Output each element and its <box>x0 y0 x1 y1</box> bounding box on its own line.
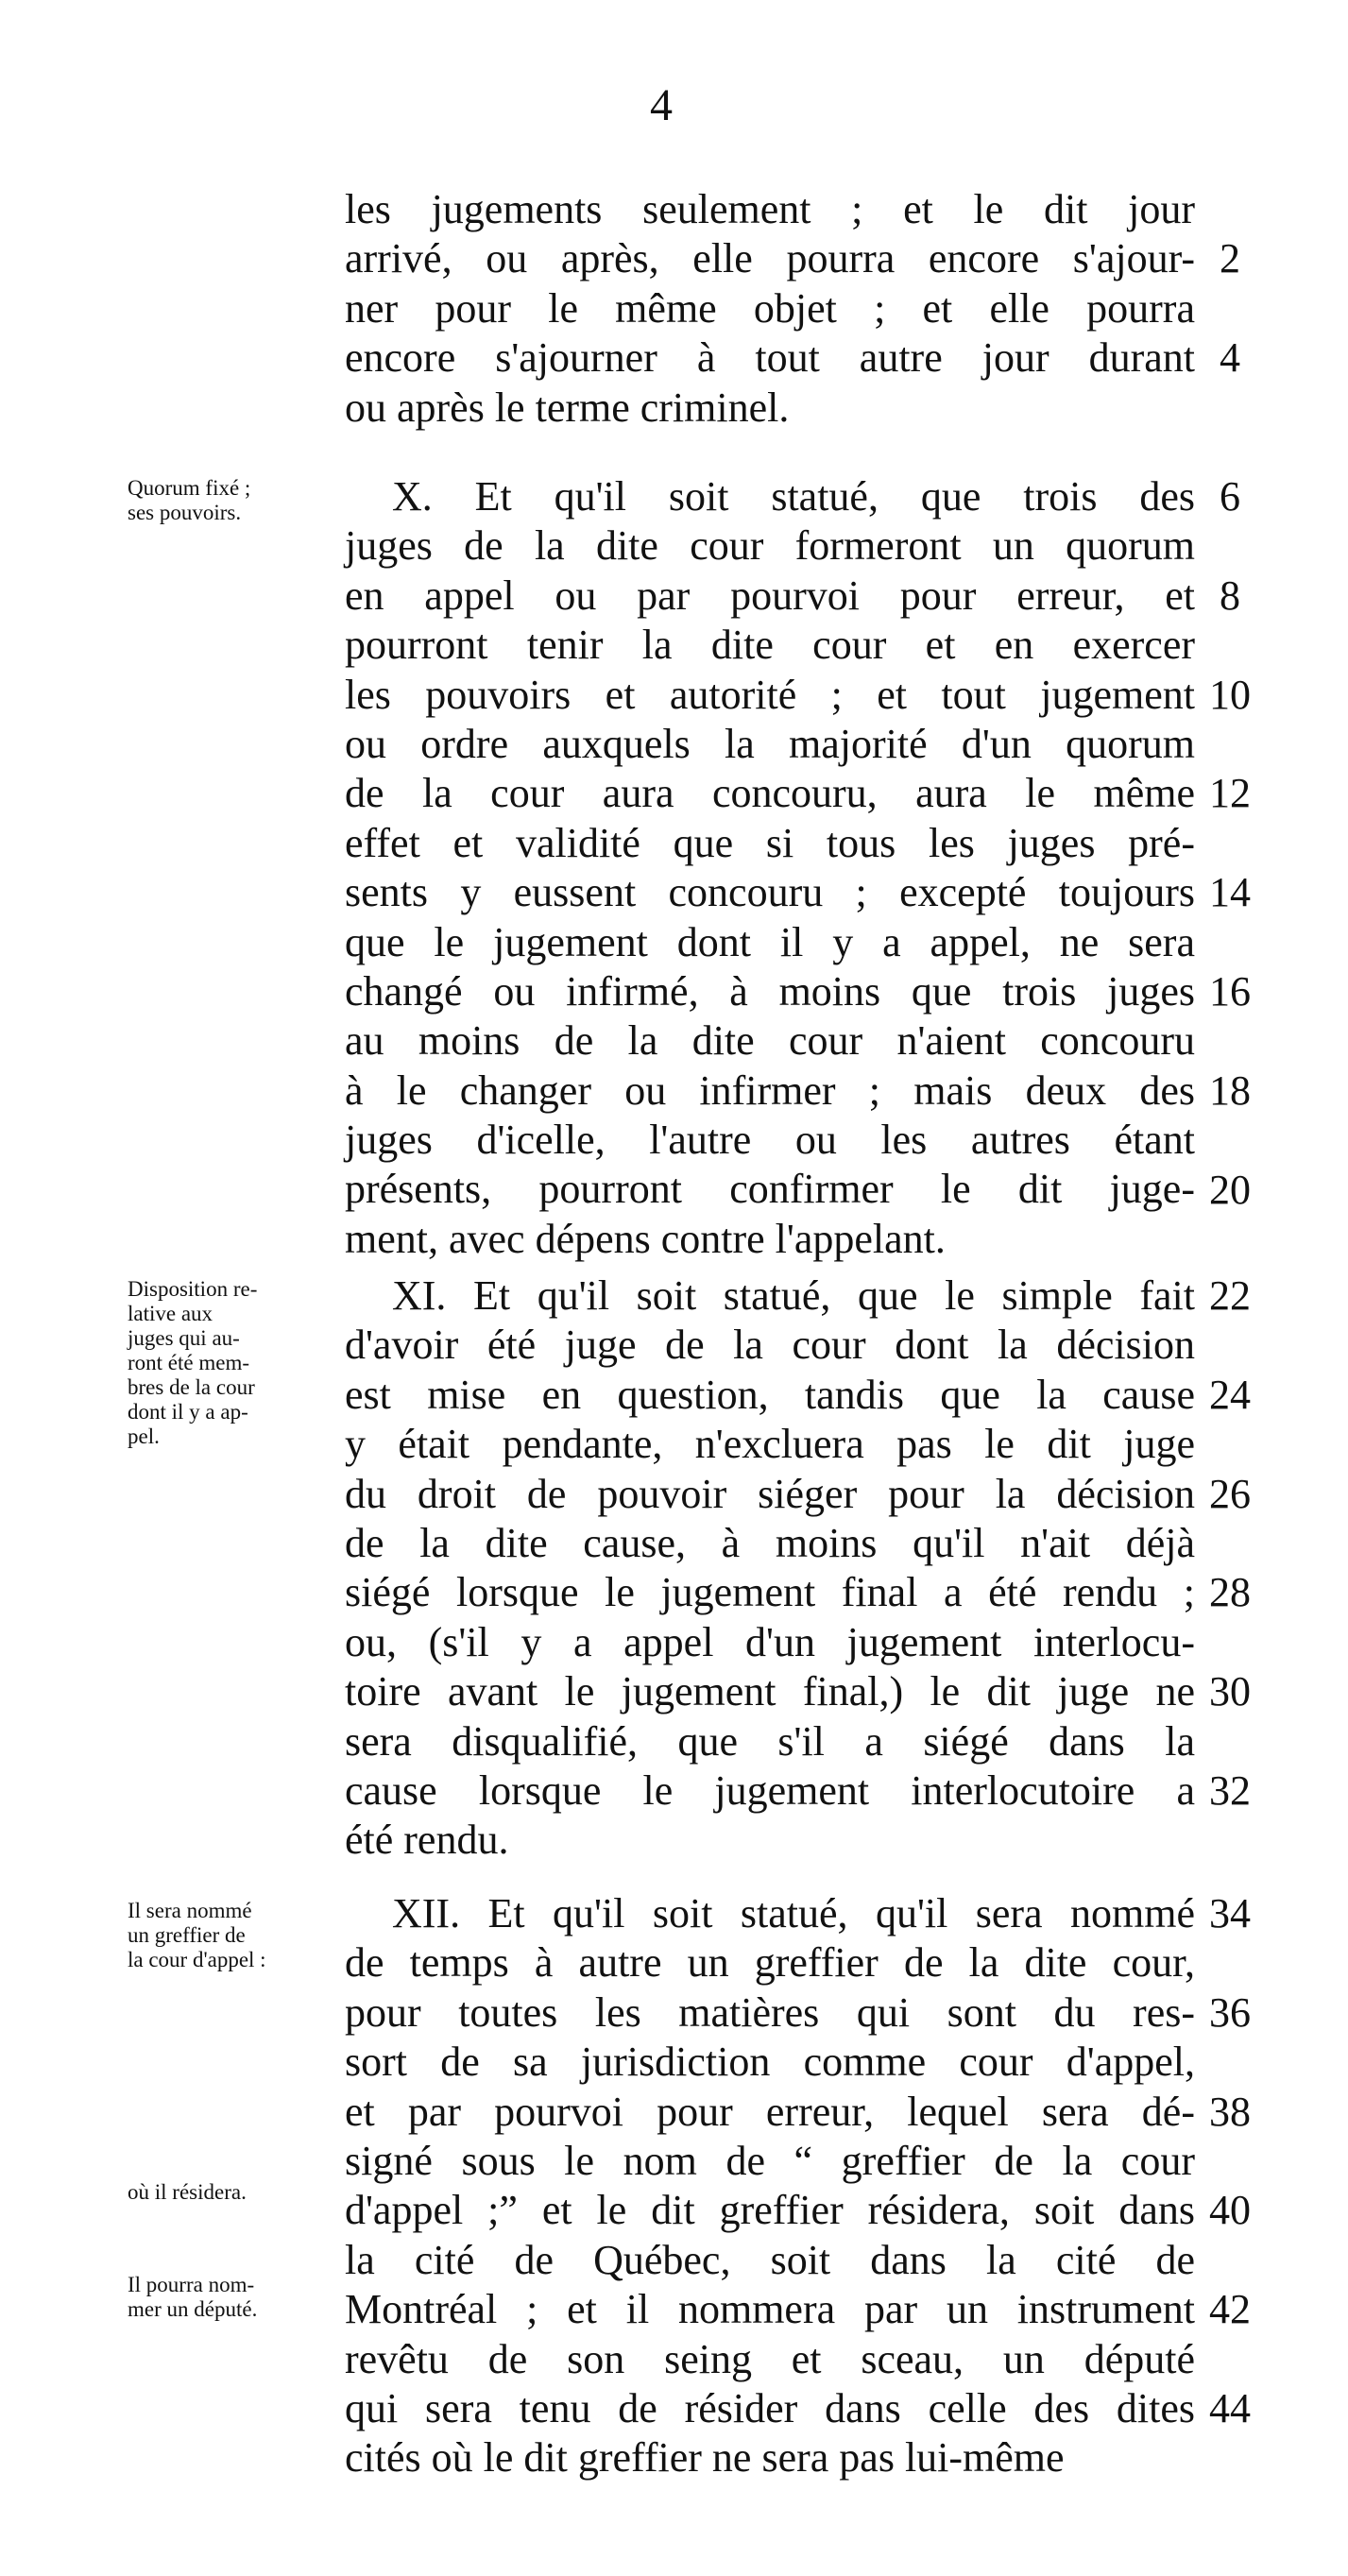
line-number: 28 <box>1209 1569 1251 1616</box>
line-number: 12 <box>1209 770 1251 817</box>
text-line: d'appel ;” et le dit greffier résidera, soit dans <box>345 2187 1195 2234</box>
line-number: 32 <box>1209 1767 1251 1814</box>
text-line: juges d'icelle, l'autre ou les autres étant <box>345 1117 1195 1164</box>
text-line: siégé lorsque le jugement final a été rendu ; <box>345 1569 1195 1616</box>
line-number: 2 <box>1220 235 1240 282</box>
text-line: toire avant le jugement final,) le dit juge ne <box>345 1668 1195 1715</box>
text-line: revêtu de son seing et sceau, un député <box>345 2335 1195 2382</box>
marginal-note-residence <box>128 2180 340 2205</box>
marginal-note-greffier <box>128 1899 340 1972</box>
marginal-note-line: pel. <box>128 1424 160 1448</box>
text-line: ner pour le même objet ; et elle pourra <box>345 284 1195 332</box>
text-line: au moins de la dite cour n'aient concouru <box>345 1017 1195 1065</box>
text-line: qui sera tenu de résider dans celle des dites <box>345 2384 1195 2431</box>
text-line: la cité de Québec, soit dans la cité de <box>345 2236 1195 2283</box>
text-line: été rendu. <box>345 1817 509 1864</box>
text-line: juges de la dite cour formeront un quorum <box>345 522 1195 570</box>
continuation-paragraph <box>345 185 1195 433</box>
text-line: XI. Et qu'il soit statué, que le simple fait <box>392 1272 1195 1319</box>
text-line: ou, (s'il y a appel d'un jugement interlocu- <box>345 1618 1195 1665</box>
marginal-note-line: Il pourra nom- <box>128 2273 255 2296</box>
text-line: de la dite cause, à moins qu'il n'ait déjà <box>345 1519 1195 1566</box>
line-number: 34 <box>1209 1890 1251 1936</box>
text-line: encore s'ajourner à tout autre jour durant <box>345 334 1195 382</box>
text-line: sera disqualifié, que s'il a siégé dans la <box>345 1717 1195 1765</box>
line-number: 38 <box>1209 2088 1251 2135</box>
marginal-note-line: ses pouvoirs. <box>128 501 242 524</box>
text-line: les pouvoirs et autorité ; et tout jugement <box>345 671 1195 718</box>
marginal-note-line: Disposition re- <box>128 1277 258 1301</box>
line-number: 42 <box>1209 2286 1251 2333</box>
line-number: 14 <box>1209 869 1251 916</box>
line-number: 30 <box>1209 1668 1251 1715</box>
marginal-note-depute <box>128 2273 340 2322</box>
line-number: 4 <box>1220 334 1240 382</box>
text-line: sort de sa jurisdiction comme cour d'appel, <box>345 2039 1195 2086</box>
text-line: cités où le dit greffier ne sera pas lui-même <box>345 2434 1065 2482</box>
line-number: 24 <box>1209 1371 1251 1418</box>
text-line: ment, avec dépens contre l'appelant. <box>345 1215 946 1262</box>
line-number: 40 <box>1209 2187 1251 2234</box>
line-number: 44 <box>1209 2385 1251 2431</box>
marginal-note-line: Quorum fixé ; <box>128 476 251 500</box>
text-line: que le jugement dont il y a appel, ne sera <box>345 918 1195 965</box>
marginal-note-line: la cour d'appel : <box>128 1948 266 1971</box>
text-line: présents, pourront confirmer le dit juge- <box>345 1166 1195 1213</box>
text-line: d'avoir été juge de la cour dont la décision <box>345 1322 1195 1369</box>
text-line: Montréal ; et il nommera par un instrument <box>345 2286 1195 2333</box>
line-number: 10 <box>1209 671 1251 718</box>
marginal-note-line: Il sera nommé <box>128 1899 252 1922</box>
marginal-note-line: bres de la cour <box>128 1375 255 1399</box>
text-line: de temps à autre un greffier de la dite cour, <box>345 1939 1195 1987</box>
marginal-note-line: lative aux <box>128 1302 213 1325</box>
text-line: XII. Et qu'il soit statué, qu'il sera nommé <box>392 1890 1195 1936</box>
text-line: ou après le terme criminel. <box>345 384 790 431</box>
line-number: 8 <box>1220 571 1240 619</box>
marginal-note-line: un greffier de <box>128 1923 246 1947</box>
line-number: 16 <box>1209 968 1251 1015</box>
section-x-paragraph <box>345 472 1195 1264</box>
text-line: à le changer ou infirmer ; mais deux des <box>345 1066 1195 1114</box>
marginal-note-line: juges qui au- <box>128 1326 240 1350</box>
line-number: 26 <box>1209 1470 1251 1517</box>
line-number: 18 <box>1209 1066 1251 1114</box>
text-line: y était pendante, n'excluera pas le dit juge <box>345 1421 1195 1468</box>
text-line: est mise en question, tandis que la cause <box>345 1371 1195 1418</box>
text-line: ou ordre auxquels la majorité d'un quorum <box>345 720 1195 767</box>
page-number: 4 <box>650 80 673 130</box>
line-number: 20 <box>1209 1166 1251 1213</box>
text-line: sents y eussent concouru ; excepté toujours <box>345 869 1195 916</box>
marginal-note-line: dont il y a ap- <box>128 1400 248 1424</box>
marginal-note-disposition <box>128 1277 340 1449</box>
section-xii-paragraph <box>345 1889 1195 2483</box>
text-line: X. Et qu'il soit statué, que trois des <box>392 473 1195 520</box>
text-line: les jugements seulement ; et le dit jour <box>345 186 1195 232</box>
line-number: 22 <box>1209 1272 1251 1319</box>
marginal-note-line: ront été mem- <box>128 1351 250 1374</box>
line-number: 36 <box>1209 1988 1251 2036</box>
text-line: pourront tenir la dite cour et en exercer <box>345 622 1195 669</box>
text-line: arrivé, ou après, elle pourra encore s'ajour- <box>345 235 1195 282</box>
text-line: pour toutes les matières qui sont du res- <box>345 1988 1195 2036</box>
marginal-note-line: mer un député. <box>128 2297 258 2321</box>
text-line: changé ou infirmé, à moins que trois juges <box>345 967 1195 1015</box>
text-line: du droit de pouvoir siéger pour la décision <box>345 1470 1195 1517</box>
text-line: cause lorsque le jugement interlocutoire a <box>345 1766 1195 1814</box>
text-line: de la cour aura concouru, aura le même <box>345 770 1195 817</box>
section-xi-paragraph <box>345 1271 1195 1866</box>
text-line: et par pourvoi pour erreur, lequel sera dé- <box>345 2088 1195 2135</box>
text-line: effet et validité que si tous les juges pré- <box>345 819 1195 866</box>
marginal-note-line: où il résidera. <box>128 2180 247 2204</box>
text-line: signé sous le nom de “ greffier de la cour <box>345 2137 1195 2184</box>
line-number: 6 <box>1220 473 1240 520</box>
marginal-note-quorum <box>128 476 340 525</box>
text-line: en appel ou par pourvoi pour erreur, et <box>345 571 1195 619</box>
